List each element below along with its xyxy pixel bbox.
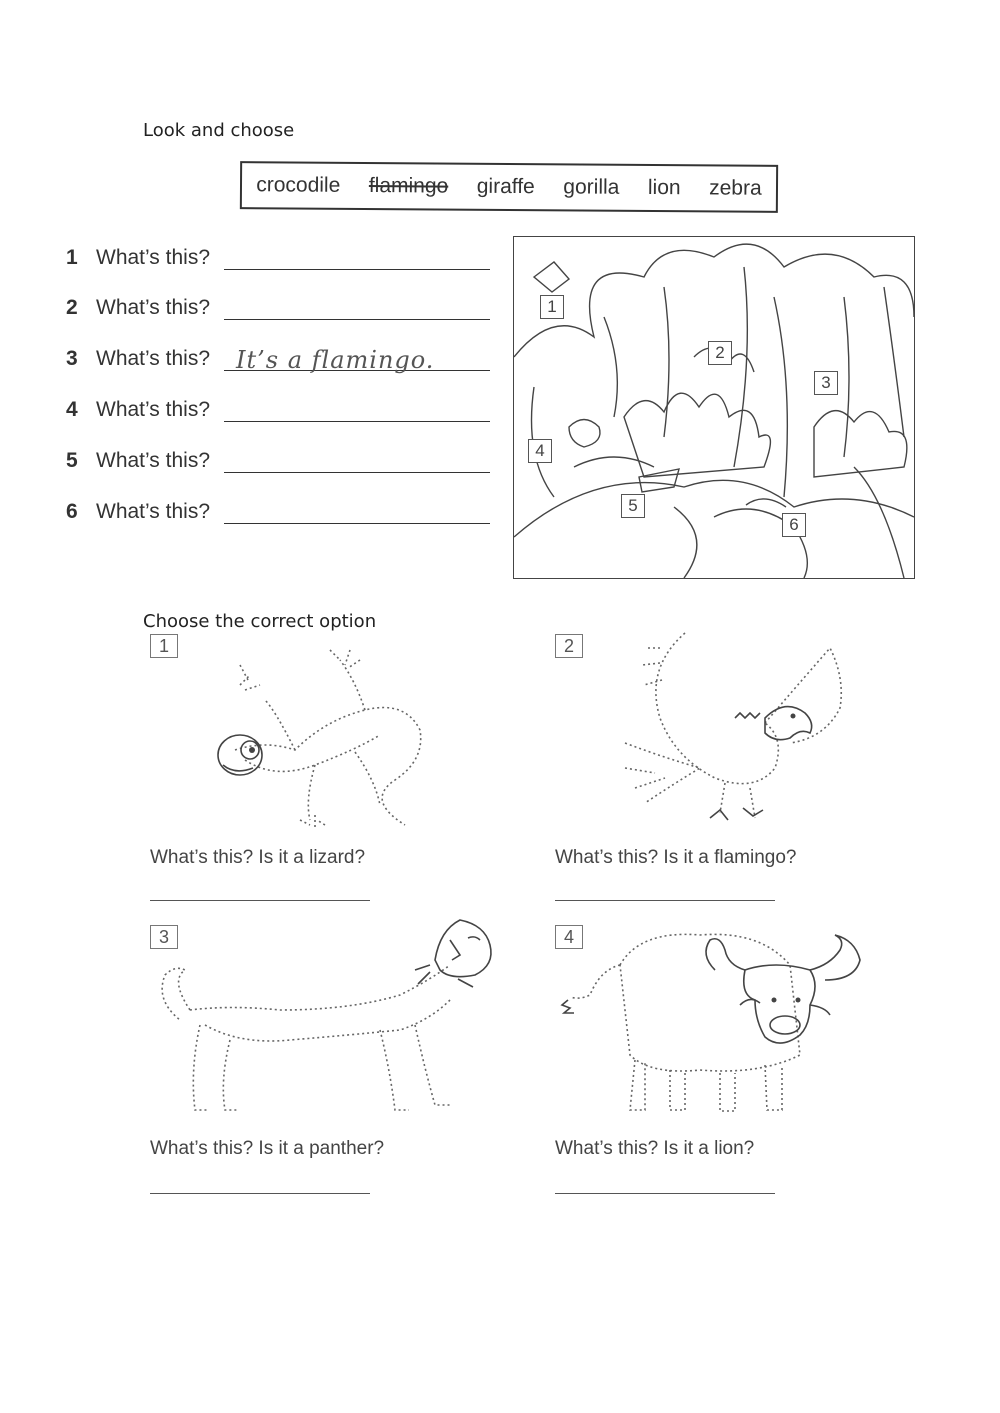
buffalo-icon <box>560 925 890 1120</box>
section1-heading: Look and choose <box>143 120 295 141</box>
answer-text: It’s a flamingo. <box>236 346 435 374</box>
question-number: 3 <box>66 347 78 370</box>
question-row <box>66 392 490 422</box>
item-number: 4 <box>555 925 583 949</box>
question-row <box>66 443 490 473</box>
answer-line[interactable] <box>224 446 490 473</box>
answer-line[interactable] <box>224 497 490 524</box>
question-text: What’s this? <box>96 398 210 421</box>
question-row <box>66 290 490 320</box>
answer-line[interactable] <box>555 1193 775 1194</box>
answer-line[interactable] <box>555 900 775 901</box>
answer-line[interactable] <box>224 243 490 270</box>
item-number: 1 <box>150 634 178 658</box>
scene-label: 1 <box>540 295 564 319</box>
scene-label: 3 <box>814 371 838 395</box>
jungle-scene-drawing <box>514 237 914 578</box>
question-number: 4 <box>66 398 78 421</box>
item-question: What’s this? Is it a flamingo? <box>555 847 797 868</box>
word-bank-item: giraffe <box>476 174 535 199</box>
answer-line[interactable] <box>224 293 490 320</box>
question-number: 1 <box>66 246 78 269</box>
scene-label: 6 <box>782 513 806 537</box>
question-text: What’s this? <box>96 500 210 523</box>
lizard-icon <box>205 640 445 840</box>
word-bank-item: gorilla <box>563 175 620 199</box>
question-row <box>66 494 490 524</box>
word-bank-item-struck: flamingo <box>368 174 449 198</box>
item-question: What’s this? Is it a lizard? <box>150 847 366 868</box>
word-bank <box>240 161 778 213</box>
scene-label: 2 <box>708 341 732 365</box>
eagle-icon <box>615 628 870 838</box>
question-row <box>66 240 490 270</box>
answer-line[interactable] <box>150 900 370 901</box>
question-text: What’s this? <box>96 347 210 370</box>
answer-line[interactable] <box>224 344 490 374</box>
question-number: 6 <box>66 500 78 523</box>
question-text: What’s this? <box>96 449 210 472</box>
item-number: 3 <box>150 925 178 949</box>
question-text: What’s this? <box>96 296 210 319</box>
panther-icon <box>150 910 505 1120</box>
jungle-scene-illustration <box>513 236 915 579</box>
word-bank-item: crocodile <box>256 173 341 197</box>
question-number: 5 <box>66 449 78 472</box>
scene-label: 5 <box>621 494 645 518</box>
question-number: 2 <box>66 296 78 319</box>
question-row <box>66 341 490 374</box>
item-question: What’s this? Is it a lion? <box>555 1138 755 1159</box>
question-text: What’s this? <box>96 246 210 269</box>
section2-heading: Choose the correct option <box>143 611 377 632</box>
word-bank-item: lion <box>647 175 681 200</box>
answer-line[interactable] <box>150 1193 370 1194</box>
item-question: What’s this? Is it a panther? <box>150 1138 385 1159</box>
scene-label: 4 <box>528 439 552 463</box>
word-bank-item: zebra <box>709 176 762 200</box>
answer-line[interactable] <box>224 395 490 422</box>
item-number: 2 <box>555 634 583 658</box>
